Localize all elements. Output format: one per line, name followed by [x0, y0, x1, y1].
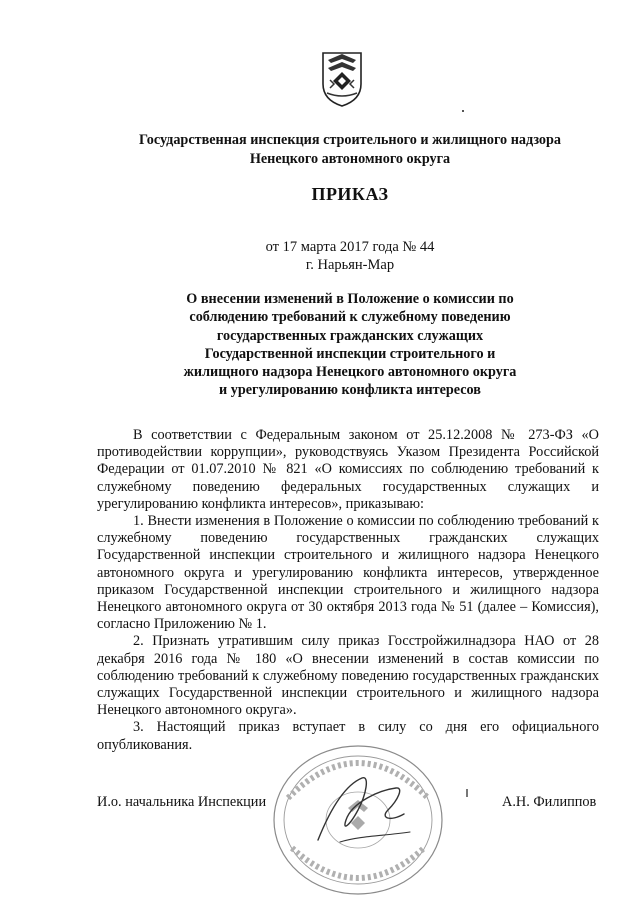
- signatory-position: И.о. начальника Инспекции: [97, 794, 267, 810]
- order-body: [97, 427, 599, 754]
- subject-line: жилищного надзора Ненецкого автономного округа: [183, 364, 517, 381]
- signatory-name: А.Н. Филиппов: [502, 794, 597, 810]
- subject-line: Государственной инспекции строительного и: [204, 345, 496, 362]
- subject-line: соблюдению требований к служебному поведению: [189, 309, 511, 326]
- preamble-paragraph: В соответствии с Федеральным законом от 25.12.2008 № 273-ФЗ «О противодействии коррупции», руководствуясь Указом Президента Российской Федерации от 01.07.2010 № 821 «О комиссиях по соблюдению требований к служебному поведению федеральных государственных служащих и урегулированию конфликта интересов», приказываю:: [97, 427, 599, 512]
- subject-line: О внесении изменений в Положение о комиссии по: [186, 291, 514, 307]
- subject-line: и урегулированию конфликта интересов: [219, 382, 481, 399]
- order-subject: [90, 290, 610, 400]
- date-block: [90, 238, 610, 274]
- scan-speck: [462, 110, 464, 112]
- coat-of-arms-emblem: [320, 50, 364, 108]
- document-title: ПРИКАЗ: [311, 184, 389, 204]
- handwritten-signature: [300, 770, 420, 850]
- scan-mark: [466, 789, 468, 797]
- organization-header: [90, 131, 610, 169]
- org-name-line-2: Ненецкого автономного округа: [249, 151, 451, 167]
- clause-3-paragraph: 3. Настоящий приказ вступает в силу со дня его официального опубликования.: [97, 719, 599, 753]
- date-number-line: от 17 марта 2017 года № 44: [265, 239, 435, 255]
- clause-2-paragraph: 2. Признать утратившим силу приказ Госстройжилнадзора НАО от 28 декабря 2016 года № 180 «О внесении изменений в состав комиссии по соблюдению требований к служебному поведению государственных гражданских служащих Государственной инспекции строительного и жилищного надзора Ненецкого автономного округа».: [97, 633, 599, 719]
- org-name-line-1: Государственная инспекция строительного и жилищного надзора: [138, 132, 562, 148]
- place-line: г. Нарьян-Мар: [305, 257, 395, 273]
- clause-1-paragraph: 1. Внести изменения в Положение о комиссии по соблюдению требований к служебному поведению государственных гражданских служащих Государственной инспекции строительного и жилищного надзора Ненецкого автономного округа и урегулированию конфликта интересов, утвержденное приказом Государственной инспекции строительного и жилищного надзора Ненецкого автономного округа от 30 октября 2013 года № 51 (далее – Комиссия), согласно Приложению № 1.: [97, 513, 599, 633]
- subject-line: государственных гражданских служащих: [216, 327, 484, 344]
